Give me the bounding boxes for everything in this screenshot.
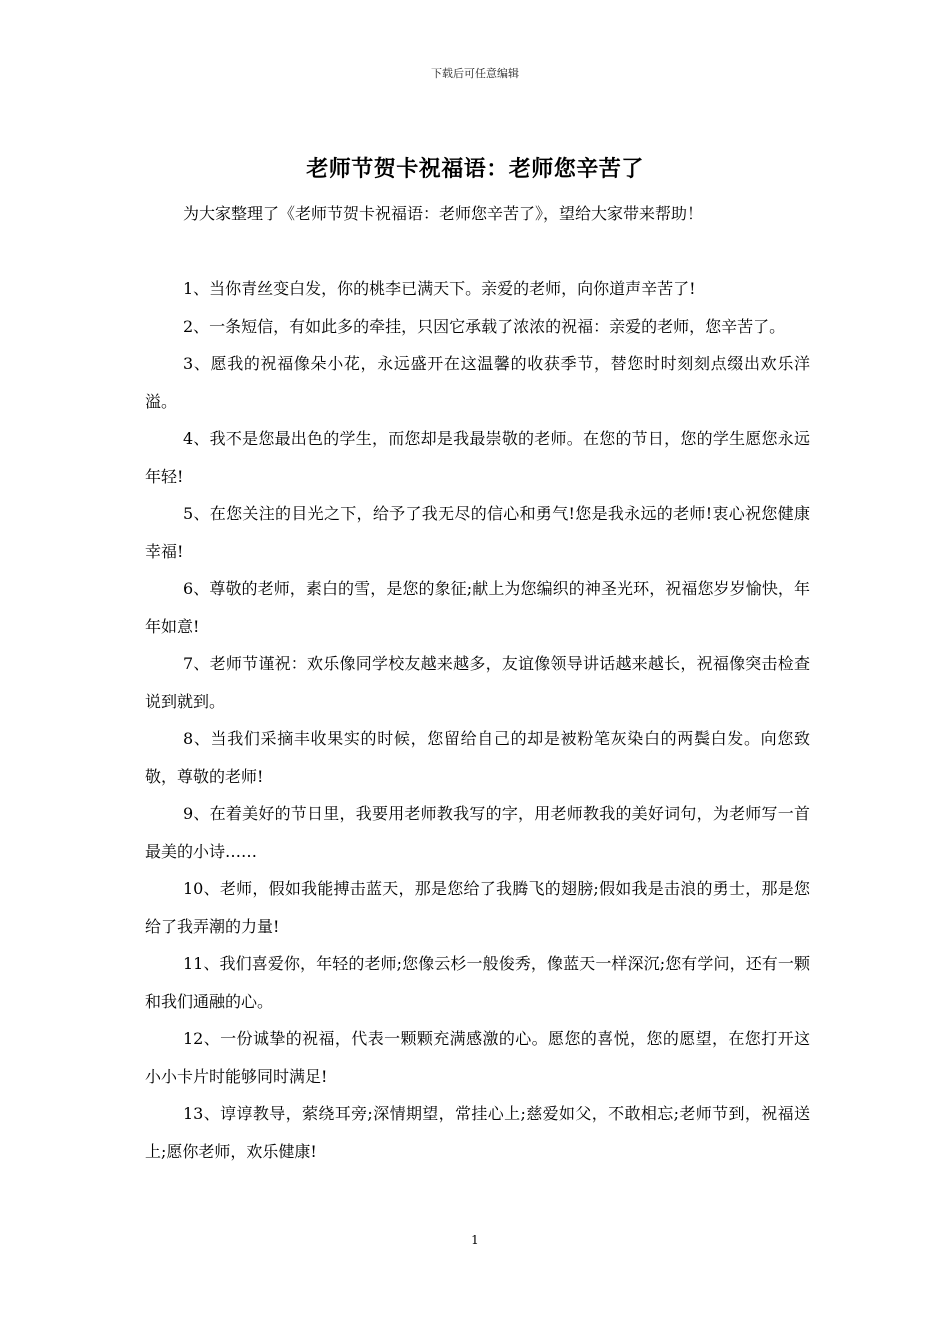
list-item: 6、尊敬的老师，素白的雪，是您的象征;献上为您编织的神圣光环，祝福您岁岁愉快，年年如意! <box>145 579 810 636</box>
list-item: 7、老师节谨祝：欢乐像同学校友越来越多，友谊像领导讲话越来越长，祝福像突击检查说到就到。 <box>145 654 810 711</box>
list-item: 10、老师，假如我能搏击蓝天，那是您给了我腾飞的翅膀;假如我是击浪的勇士，那是您给了我弄潮的力量! <box>145 879 810 936</box>
list-item: 2、一条短信，有如此多的牵挂，只因它承载了浓浓的祝福：亲爱的老师，您辛苦了。 <box>183 316 786 336</box>
list-item: 3、愿我的祝福像朵小花，永远盛开在这温馨的收获季节，替您时时刻刻点缀出欢乐洋溢。 <box>145 354 810 411</box>
document-title: 老师节贺卡祝福语：老师您辛苦了 <box>306 156 644 182</box>
list-item: 11、我们喜爱你，年轻的老师;您像云杉一般俊秀，像蓝天一样深沉;您有学问，还有一颗和我们通融的心。 <box>145 954 810 1011</box>
list-item: 5、在您关注的目光之下，给予了我无尽的信心和勇气!您是我永远的老师!衷心祝您健康幸福! <box>145 504 810 561</box>
list-item: 9、在着美好的节日里，我要用老师教我写的字，用老师教我的美好词句，为老师写一首最美的小诗…… <box>145 804 810 861</box>
list-item: 8、当我们采摘丰收果实的时候，您留给自己的却是被粉笔灰染白的两鬓白发。向您致敬，尊敬的老师! <box>145 729 810 786</box>
document-body <box>145 270 810 1170</box>
page-header-note: 下载后可任意编辑 <box>431 67 519 80</box>
intro-paragraph: 为大家整理了《老师节贺卡祝福语：老师您辛苦了》，望给大家带来帮助！ <box>183 204 704 223</box>
list-item: 4、我不是您最出色的学生，而您却是我最崇敬的老师。在您的节日，您的学生愿您永远年轻! <box>145 429 810 486</box>
list-item: 13、谆谆教导，萦绕耳旁;深情期望，常挂心上;慈爱如父，不敢相忘;老师节到，祝福送上;愿你老师，欢乐健康! <box>145 1104 810 1161</box>
list-item: 1、当你青丝变白发，你的桃李已满天下。亲爱的老师，向你道声辛苦了! <box>183 279 696 298</box>
page-number: 1 <box>471 1233 479 1247</box>
list-item: 12、一份诚挚的祝福，代表一颗颗充满感激的心。愿您的喜悦，您的愿望，在您打开这小小卡片时能够同时满足! <box>145 1029 810 1086</box>
